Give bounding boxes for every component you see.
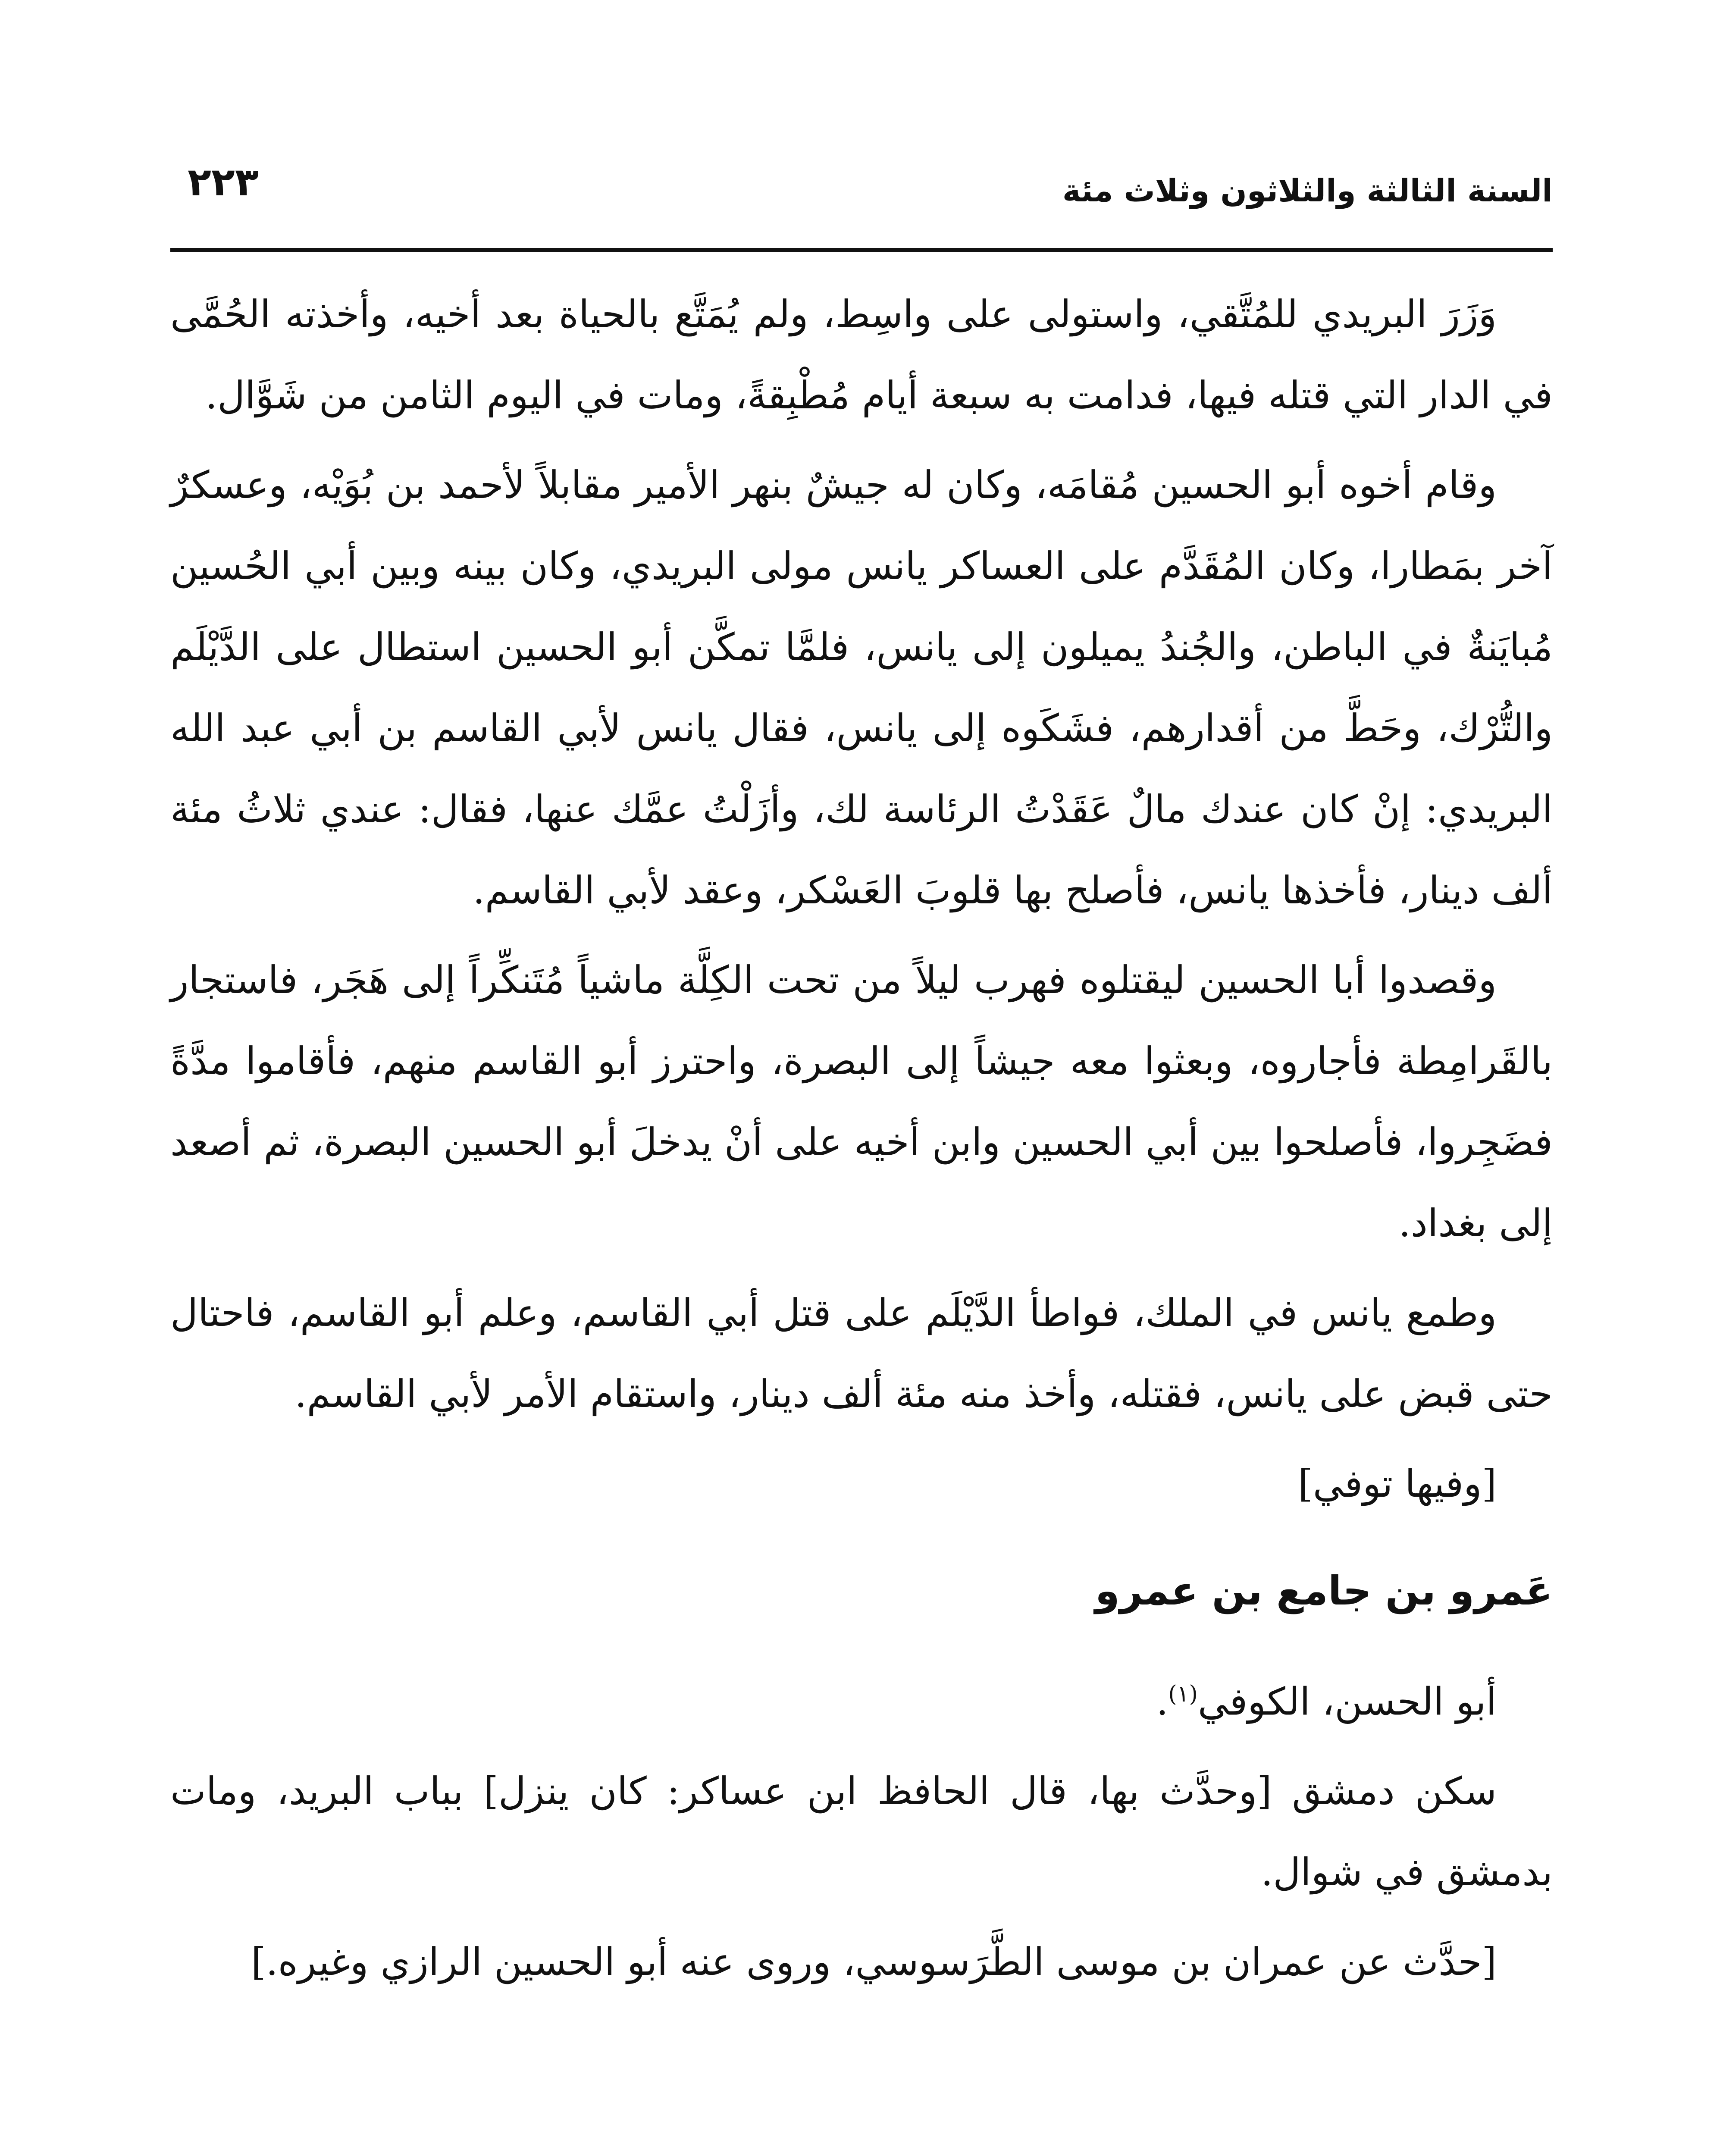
page-header [170, 160, 1553, 241]
bio-kunya-text: أبو الحسن، الكوفي [1197, 1679, 1497, 1724]
footnote-marker: (١) [1168, 1681, 1198, 1707]
page-number: ٢٢٣ [188, 160, 259, 205]
paragraph-1: وَزَرَ البريدي للمُتَّقي، واستولى على واسِط، ولم يُمَتَّع بالحياة بعد أخيه، وأخذته الحُمَّى في الدار التي قتله فيها، فدامت به سبعة أيام مُطْبِقةً، ومات في اليوم الثامن من شَوَّال. [170, 292, 1553, 417]
paragraph-4: وطمع يانس في الملك، فواطأ الدَّيْلَم على قتل أبي القاسم، وعلم أبو القاسم، فاحتال حتى قبض على يانس، فقتله، وأخذ منه مئة ألف دينار، واستقام الأمر لأبي القاسم. [170, 1291, 1553, 1416]
paragraph-2: وقام أخوه أبو الحسين مُقامَه، وكان له جيشٌ بنهر الأمير مقابلاً لأحمد بن بُوَيْه، وعسكرٌ آخر بمَطارا، وكان المُقَدَّم على العساكر يانس مولى البريدي، وكان بينه وبين أبي الحُسين مُبايَنةٌ في الباطن، والجُندُ يميلون إلى يانس، فلمَّا تمكَّن أبو الحسين استطال على الدَّيْلَم والتُّرْك، وحَطَّ من أقدارهم، فشَكَوه إلى يانس، فقال يانس لأبي القاسم بن أبي عبد الله البريدي: إنْ كان عندك مالٌ عَقَدْتُ الرئاسة لك، وأزَلْتُ عمَّك عنها، فقال: عندي ثلاثُ مئة ألف دينار، فأخذها يانس، فأصلح بها قلوبَ العَسْكر، وعقد لأبي القاسم. [170, 463, 1553, 912]
bio-kunya [170, 1654, 1553, 1742]
bio-narration: [حدَّث عن عمران بن موسى الطَّرَسوسي، وروى عنه أبو الحسين الرازي وغيره.] [251, 1940, 1497, 1984]
running-title: السنة الثالثة والثلاثون وثلاث مئة [1062, 172, 1553, 209]
body-text [170, 274, 1553, 2011]
bio-kunya-end: . [1156, 1679, 1169, 1724]
bio-residence: سكن دمشق [وحدَّث بها، قال الحافظ ابن عساكر: كان ينزل] بباب البريد، ومات بدمشق في شوال. [170, 1769, 1553, 1895]
header-divider [170, 248, 1553, 252]
paragraph-3: وقصدوا أبا الحسين ليقتلوه فهرب ليلاً من تحت الكِلَّة ماشياً مُتَنكِّراً إلى هَجَر، فاستجار بالقَرامِطة فأجاروه، وبعثوا معه جيشاً إلى البصرة، واحترز أبو القاسم منهم، فأقاموا مدَّةً فضَجِروا، فأصلحوا بين أبي الحسين وابن أخيه على أنْ يدخلَ أبو الحسين البصرة، ثم أصعد إلى بغداد. [170, 958, 1553, 1245]
section-title: عَمرو بن جامع بن عمرو [1095, 1568, 1553, 1614]
deaths-note: [وفيها توفي] [1298, 1461, 1497, 1506]
